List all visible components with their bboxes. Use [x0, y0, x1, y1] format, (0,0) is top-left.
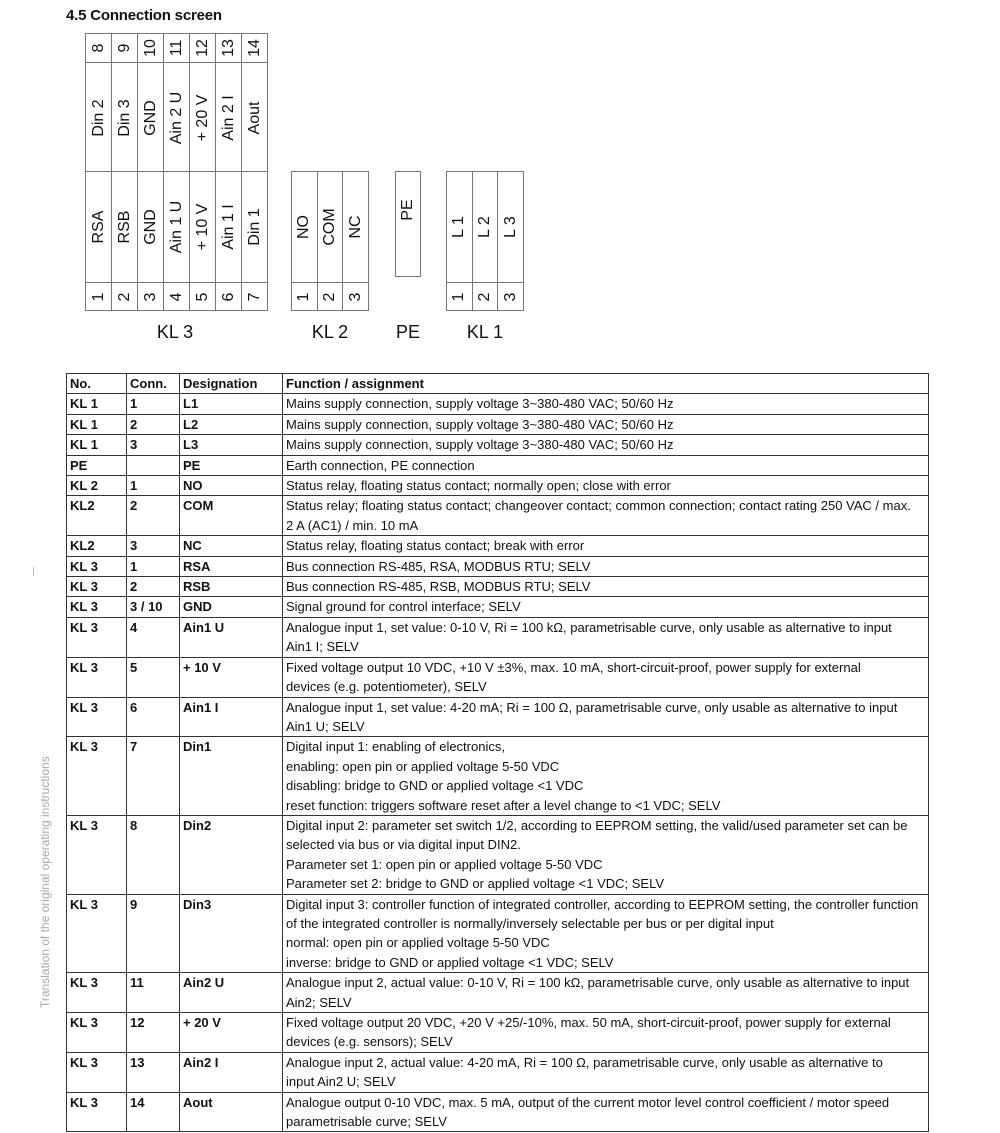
terminal-signal-cell — [112, 172, 137, 283]
cell-designation: Din1 — [180, 737, 283, 816]
cell-conn: 13 — [127, 1052, 180, 1092]
terminal-signal: L 1 — [450, 216, 468, 238]
kl3-label: KL 3 — [156, 322, 194, 342]
cell-no: KL 2 — [67, 476, 127, 496]
terminal-number: 13 — [219, 39, 237, 57]
terminal-number: 3 — [501, 292, 519, 302]
terminal-column — [138, 33, 164, 172]
terminal-signal: + 10 V — [193, 203, 211, 251]
terminal-column — [86, 33, 112, 172]
cell-designation: PE — [180, 455, 283, 475]
terminal-signal-cell — [343, 172, 368, 283]
col-header-no: No. — [67, 374, 127, 394]
terminal-signal: Din 2 — [89, 98, 107, 137]
terminal-column — [164, 33, 190, 172]
cell-no: KL 3 — [67, 815, 127, 894]
terminal-column — [292, 171, 318, 311]
table-row — [67, 455, 929, 475]
terminal-number: 11 — [167, 39, 185, 57]
terminal-signal-cell — [498, 172, 523, 283]
cell-conn: 1 — [127, 556, 180, 576]
terminal-signal-cell — [190, 63, 215, 172]
table-header-row — [67, 374, 929, 394]
cell-no: KL 3 — [67, 556, 127, 576]
cell-no: KL 3 — [67, 1052, 127, 1092]
kl3-lower-terminal-strip — [85, 171, 268, 311]
terminal-number-cell — [112, 34, 137, 63]
table-row — [67, 577, 929, 597]
terminal-number-cell — [216, 283, 241, 311]
terminal-signal-cell — [86, 63, 111, 172]
cell-function: Status relay, floating status contact; normally open; close with error — [283, 476, 929, 496]
terminal-column — [190, 33, 216, 172]
cell-conn: 3 — [127, 435, 180, 455]
terminal-number-cell — [86, 34, 111, 63]
terminal-number-cell — [138, 283, 163, 311]
cell-no: KL2 — [67, 496, 127, 536]
cell-designation: Din3 — [180, 894, 283, 973]
cell-conn: 1 — [127, 476, 180, 496]
table-row — [67, 414, 929, 434]
cell-designation: NO — [180, 476, 283, 496]
kl1-label: KL 1 — [466, 322, 504, 342]
terminal-column — [164, 171, 190, 311]
margin-mark — [33, 567, 34, 576]
cell-designation: Ain2 I — [180, 1052, 283, 1092]
kl2-label: KL 2 — [311, 322, 349, 342]
cell-function: Status relay, floating status contact; break with error — [283, 536, 929, 556]
terminal-number-cell — [112, 283, 137, 311]
terminal-number: 2 — [321, 292, 339, 302]
cell-function: Bus connection RS-485, RSA, MODBUS RTU; SELV — [283, 556, 929, 576]
cell-conn: 7 — [127, 737, 180, 816]
terminal-signal: Ain 1 I — [219, 204, 237, 250]
cell-designation: NC — [180, 536, 283, 556]
cell-conn: 2 — [127, 577, 180, 597]
cell-conn: 6 — [127, 697, 180, 737]
terminal-number: 12 — [193, 39, 211, 57]
cell-function: Digital input 2: parameter set switch 1/2, according to EEPROM setting, the valid/used parameter set can be selected via bus or via digital input DIN2. Parameter set 1: open pin or applied voltage 5-50 VDC Parameter set 2: bridge to GND or applied voltage <1 VDC; SELV — [283, 815, 929, 894]
terminal-number-cell — [242, 283, 267, 311]
cell-no: KL 3 — [67, 973, 127, 1013]
table-row — [67, 973, 929, 1013]
pe-label: PE — [395, 322, 420, 342]
terminal-column — [343, 171, 369, 311]
cell-no: PE — [67, 455, 127, 475]
terminal-signal-cell — [216, 63, 241, 172]
terminal-column — [112, 171, 138, 311]
cell-designation: GND — [180, 597, 283, 617]
cell-designation: + 20 V — [180, 1013, 283, 1053]
terminal-number: 2 — [476, 292, 494, 302]
terminal-number: 10 — [141, 39, 159, 57]
terminal-signal-cell — [292, 172, 317, 283]
terminal-number-cell — [473, 283, 498, 311]
terminal-number-cell — [216, 34, 241, 63]
terminal-number: 7 — [245, 292, 263, 302]
terminal-number: 2 — [115, 292, 133, 302]
cell-designation: Ain1 U — [180, 617, 283, 657]
terminal-number-cell — [190, 34, 215, 63]
terminal-number-cell — [86, 283, 111, 311]
table-row — [67, 1013, 929, 1053]
terminal-number: 4 — [167, 292, 185, 302]
terminal-signal: PE — [399, 199, 416, 221]
cell-function: Signal ground for control interface; SELV — [283, 597, 929, 617]
terminal-signal: RSA — [89, 210, 107, 244]
terminal-number-cell — [164, 283, 189, 311]
cell-no: KL 3 — [67, 1092, 127, 1132]
terminal-column — [138, 171, 164, 311]
terminal-number-cell — [447, 283, 472, 311]
cell-function: Status relay; floating status contact; changeover contact; common connection; contact rating 250 VAC / max. 2 A (AC1) / min. 10 mA — [283, 496, 929, 536]
terminal-signal: GND — [141, 209, 159, 245]
cell-function: Analogue input 1, set value: 4-20 mA; Ri = 100 Ω, parametrisable curve, only usable as alternative to input Ain1 U; SELV — [283, 697, 929, 737]
table-row — [67, 597, 929, 617]
terminal-column — [498, 171, 524, 311]
terminal-signal: GND — [141, 99, 159, 136]
cell-no: KL 3 — [67, 894, 127, 973]
table-row — [67, 476, 929, 496]
terminal-number: 9 — [115, 43, 133, 53]
cell-no: KL 3 — [67, 617, 127, 657]
terminal-signal-cell — [242, 63, 267, 172]
cell-function: Mains supply connection, supply voltage 3~380-480 VAC; 50/60 Hz — [283, 435, 929, 455]
cell-function: Analogue input 1, set value: 0-10 V, Ri = 100 kΩ, parametrisable curve, only usable as alternative to input Ain1 I; SELV — [283, 617, 929, 657]
terminal-signal-cell — [138, 172, 163, 283]
cell-designation: COM — [180, 496, 283, 536]
terminal-signal: Din 1 — [245, 208, 263, 246]
cell-designation: Ain1 I — [180, 697, 283, 737]
table-row — [67, 1092, 929, 1132]
terminal-number-cell — [318, 283, 343, 311]
terminal-signal-cell — [242, 172, 267, 283]
terminal-number: 14 — [245, 39, 263, 57]
cell-no: KL2 — [67, 536, 127, 556]
cell-conn: 14 — [127, 1092, 180, 1132]
cell-function: Digital input 3: controller function of integrated controller, according to EEPROM setting, the controller function of the integrated controller is normally/inversely selectable per bus or per digital input normal: open pin or applied voltage 5-50 VDC inverse: bridge to GND or applied voltage <1 VDC; SELV — [283, 894, 929, 973]
col-header-designation: Designation — [180, 374, 283, 394]
cell-function: Fixed voltage output 20 VDC, +20 V +25/-10%, max. 50 mA, short-circuit-proof, power supply for external devices (e.g. sensors); SELV — [283, 1013, 929, 1053]
terminal-number-cell — [138, 34, 163, 63]
terminal-number: 8 — [89, 43, 107, 53]
side-note: Translation of the original operating instructions — [38, 756, 52, 1008]
terminal-number: 1 — [295, 292, 313, 302]
terminal-signal-cell — [190, 172, 215, 283]
cell-no: KL 3 — [67, 657, 127, 697]
terminal-column — [112, 33, 138, 172]
terminal-number-cell — [292, 283, 317, 311]
terminal-column — [447, 171, 473, 311]
cell-conn: 2 — [127, 414, 180, 434]
terminal-signal: NO — [295, 215, 313, 239]
cell-conn: 12 — [127, 1013, 180, 1053]
cell-no: KL 3 — [67, 597, 127, 617]
cell-no: KL 3 — [67, 697, 127, 737]
cell-conn: 11 — [127, 973, 180, 1013]
terminal-column — [396, 171, 421, 277]
terminal-signal-cell — [112, 63, 137, 172]
terminal-number-cell — [164, 34, 189, 63]
table-row — [67, 815, 929, 894]
table-row — [67, 697, 929, 737]
cell-designation: L1 — [180, 394, 283, 414]
table-row — [67, 894, 929, 973]
cell-conn: 4 — [127, 617, 180, 657]
table-row — [67, 556, 929, 576]
cell-conn: 1 — [127, 394, 180, 414]
terminal-column — [242, 171, 268, 311]
terminal-signal: L 2 — [476, 216, 494, 238]
section-heading: 4.5 Connection screen — [66, 7, 222, 24]
table-row — [67, 496, 929, 536]
cell-conn: 3 / 10 — [127, 597, 180, 617]
terminal-signal: RSB — [115, 210, 133, 244]
terminal-signal-cell — [138, 63, 163, 172]
col-header-conn: Conn. — [127, 374, 180, 394]
cell-designation: Din2 — [180, 815, 283, 894]
table-row — [67, 617, 929, 657]
terminal-number: 6 — [219, 292, 237, 302]
cell-function: Analogue output 0-10 VDC, max. 5 mA, output of the current motor level control coefficient / motor speed parametrisable curve; SELV — [283, 1092, 929, 1132]
cell-no: KL 3 — [67, 577, 127, 597]
cell-no: KL 3 — [67, 737, 127, 816]
cell-designation: + 10 V — [180, 657, 283, 697]
kl1-terminal-strip — [446, 171, 524, 311]
table-row — [67, 536, 929, 556]
table-row — [67, 737, 929, 816]
cell-no: KL 1 — [67, 435, 127, 455]
terminal-signal-cell — [164, 172, 189, 283]
cell-no: KL 3 — [67, 1013, 127, 1053]
terminal-number: 5 — [193, 292, 211, 302]
cell-function: Mains supply connection, supply voltage 3~380-480 VAC; 50/60 Hz — [283, 394, 929, 414]
terminal-number-cell — [242, 34, 267, 63]
terminal-signal: NC — [346, 215, 364, 239]
terminal-signal: Ain 2 U — [167, 91, 185, 144]
table-row — [67, 657, 929, 697]
cell-designation: Aout — [180, 1092, 283, 1132]
terminal-number-cell — [498, 283, 523, 311]
cell-designation: RSB — [180, 577, 283, 597]
cell-conn: 2 — [127, 496, 180, 536]
cell-function: Analogue input 2, actual value: 4-20 mA, Ri = 100 Ω, parametrisable curve, only usable as alternative to input Ain2 U; SELV — [283, 1052, 929, 1092]
cell-conn: 5 — [127, 657, 180, 697]
cell-function: Earth connection, PE connection — [283, 455, 929, 475]
cell-conn: 8 — [127, 815, 180, 894]
table-row — [67, 435, 929, 455]
col-header-function: Function / assignment — [283, 374, 929, 394]
cell-designation: RSA — [180, 556, 283, 576]
terminal-column — [318, 171, 344, 311]
cell-designation: Ain2 U — [180, 973, 283, 1013]
cell-function: Digital input 1: enabling of electronics, enabling: open pin or applied voltage 5-50 VDC disabling: bridge to GND or applied voltage <1 VDC reset function: triggers software reset after a level change to <1 VDC; SELV — [283, 737, 929, 816]
table-row — [67, 1052, 929, 1092]
cell-function: Bus connection RS-485, RSB, MODBUS RTU; SELV — [283, 577, 929, 597]
kl3-upper-terminal-strip — [85, 33, 268, 172]
terminal-signal-cell — [396, 172, 420, 248]
terminal-signal-cell — [216, 172, 241, 283]
cell-conn: 9 — [127, 894, 180, 973]
terminal-signal: Ain 2 I — [219, 94, 237, 141]
cell-no: KL 1 — [67, 414, 127, 434]
terminal-signal-cell — [447, 172, 472, 283]
cell-no: KL 1 — [67, 394, 127, 414]
cell-function: Analogue input 2, actual value: 0-10 V, Ri = 100 kΩ, parametrisable curve, only usable as alternative to input Ain2; SELV — [283, 973, 929, 1013]
terminal-column — [473, 171, 499, 311]
terminal-column — [216, 33, 242, 172]
terminal-column — [216, 171, 242, 311]
terminal-signal: COM — [321, 208, 339, 246]
terminal-signal-cell — [318, 172, 343, 283]
kl2-terminal-strip — [291, 171, 369, 311]
pe-terminal-strip — [395, 171, 421, 277]
cell-designation: L3 — [180, 435, 283, 455]
terminal-signal-cell — [473, 172, 498, 283]
terminal-column — [86, 171, 112, 311]
cell-function: Mains supply connection, supply voltage 3~380-480 VAC; 50/60 Hz — [283, 414, 929, 434]
terminal-column — [242, 33, 268, 172]
cell-function: Fixed voltage output 10 VDC, +10 V ±3%, max. 10 mA, short-circuit-proof, power supply for external devices (e.g. potentiometer), SELV — [283, 657, 929, 697]
terminal-signal: L 3 — [501, 216, 519, 238]
cell-conn: 3 — [127, 536, 180, 556]
terminal-number: 3 — [346, 292, 364, 302]
terminal-signal: Din 3 — [115, 98, 133, 137]
terminal-signal: + 20 V — [193, 94, 211, 141]
cell-conn — [127, 455, 180, 475]
table-row — [67, 394, 929, 414]
terminal-signal-cell — [164, 63, 189, 172]
terminal-number: 1 — [89, 292, 107, 302]
cell-designation: L2 — [180, 414, 283, 434]
terminal-signal: Ain 1 U — [167, 200, 185, 254]
terminal-signal-cell — [86, 172, 111, 283]
terminal-number: 3 — [141, 292, 159, 302]
terminal-signal: Aout — [245, 101, 263, 134]
connection-table — [66, 373, 929, 1132]
terminal-number-cell — [343, 283, 368, 311]
terminal-number: 1 — [450, 292, 468, 302]
terminal-column — [190, 171, 216, 311]
terminal-number-cell — [190, 283, 215, 311]
